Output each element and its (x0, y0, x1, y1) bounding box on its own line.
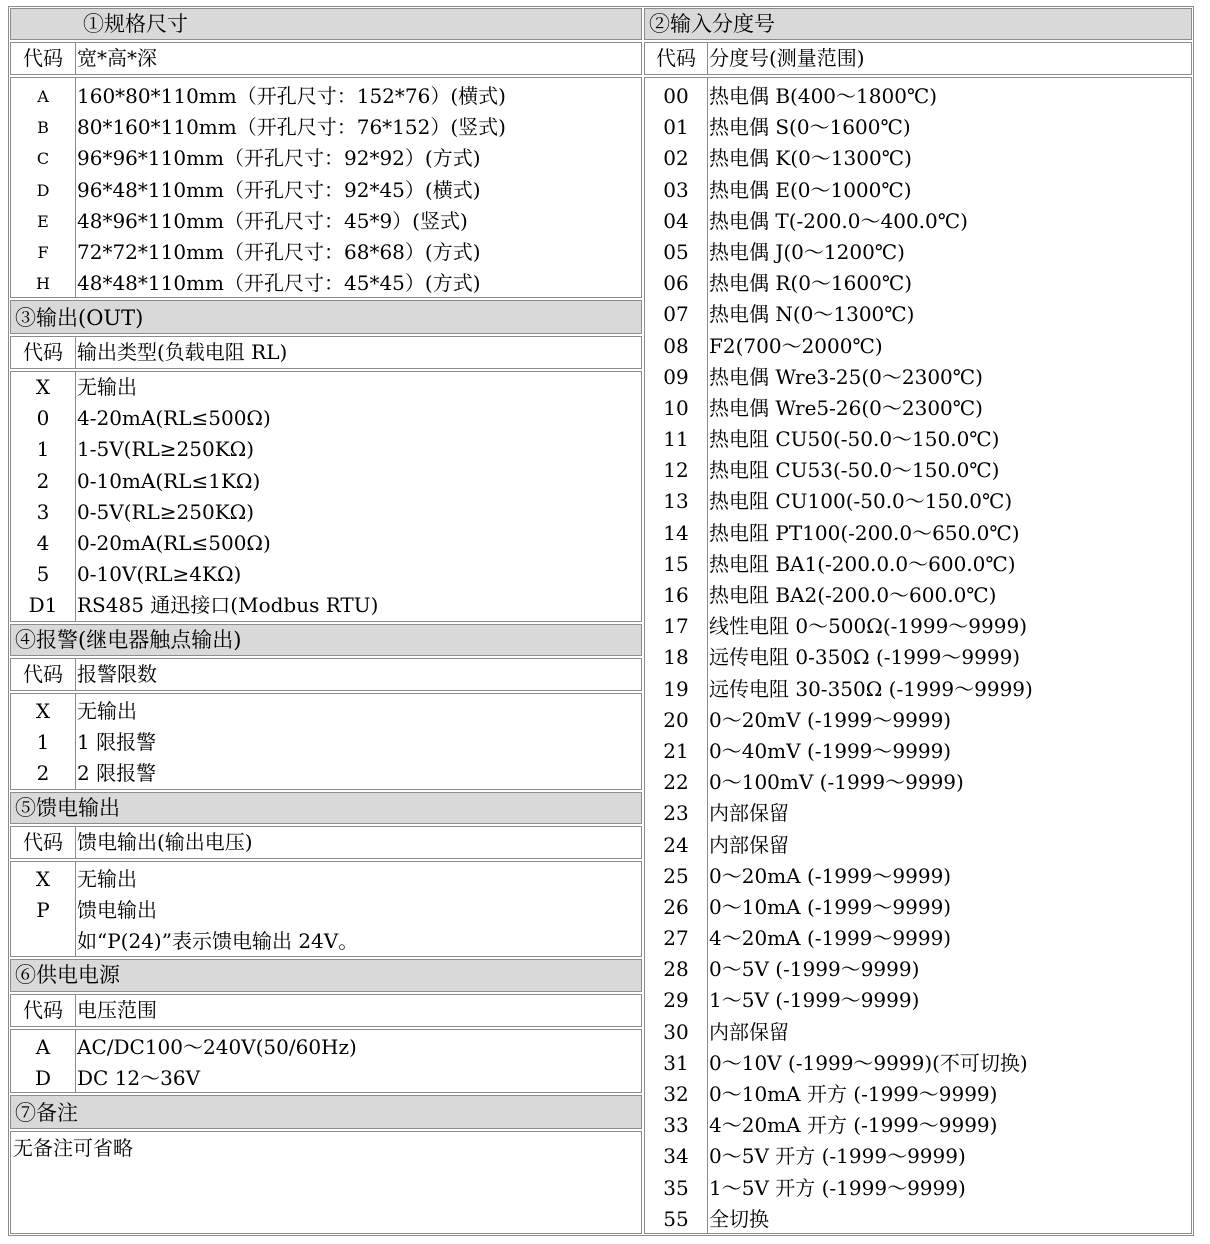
output-code: 2 (36, 468, 50, 493)
output-code: 0 (36, 406, 50, 431)
section-feed-colhead (10, 826, 642, 859)
input-desc: 热电偶 K(0～1300℃) (709, 146, 912, 171)
section-input-header (644, 8, 1192, 40)
section-feed-header (10, 792, 642, 824)
alarm-code: 1 (36, 730, 50, 755)
col-code-label: 代码 (23, 340, 63, 364)
col-code-label: 代码 (656, 46, 696, 70)
spec-code: F (37, 242, 49, 262)
col-desc-label: 分度号(测量范围) (709, 46, 865, 70)
power-desc: AC/DC100～240V(50/60Hz) (77, 1035, 357, 1059)
input-desc: 1～5V (-1999～9999) (709, 988, 920, 1013)
input-desc: 热电阻 CU53(-50.0～150.0℃) (709, 458, 1000, 483)
section-alarm-body (10, 693, 642, 790)
output-code: 3 (36, 499, 50, 524)
input-code: 09 (663, 364, 689, 389)
input-code: 21 (663, 738, 689, 763)
spec-code: E (37, 211, 49, 231)
section-feed-body (10, 861, 642, 957)
section-feed-title: ⑤馈电输出 (15, 796, 120, 820)
input-code: 32 (663, 1082, 689, 1106)
section-input-title: ②输入分度号 (649, 12, 775, 36)
input-code: 17 (663, 614, 689, 639)
input-desc: 热电偶 N(0～1300℃) (709, 302, 915, 327)
section-alarm-title: ④报警(继电器触点输出) (15, 628, 242, 652)
input-code: 28 (663, 957, 689, 982)
spec-desc: 96*48*110mm（开孔尺寸：92*45）(横式) (77, 177, 481, 202)
output-code: X (35, 375, 51, 399)
input-code: 20 (663, 707, 689, 732)
section-power-title: ⑥供电电源 (15, 963, 120, 987)
feed-code (11, 926, 75, 957)
col-desc-label: 报警限数 (77, 662, 157, 686)
input-desc: 热电阻 CU50(-50.0～150.0℃) (709, 427, 1000, 452)
input-code: 33 (663, 1113, 689, 1138)
spec-code: A (37, 87, 49, 106)
output-desc: 0-10V(RL≥4KΩ) (77, 562, 242, 587)
input-code: 04 (663, 208, 689, 233)
input-code: 35 (663, 1175, 689, 1200)
col-code-label: 代码 (23, 662, 63, 686)
input-desc: 0～100mV (-1999～9999) (709, 770, 964, 795)
input-desc: 全切换 (709, 1206, 769, 1231)
output-desc: 1-5V(RL≥250KΩ) (77, 437, 255, 462)
input-code: 22 (663, 770, 689, 795)
input-code: 25 (663, 863, 689, 888)
input-desc: 内部保留 (709, 1019, 789, 1044)
input-desc: 热电阻 BA1(-200.0.0～600.0℃) (709, 551, 1016, 576)
feed-code: P (36, 898, 50, 923)
input-desc: 0～10mA (-1999～9999) (709, 894, 952, 919)
input-desc: 热电偶 R(0～1600℃) (709, 271, 913, 296)
col-desc-label: 输出类型(负载电阻 RL) (77, 340, 288, 364)
input-code: 08 (663, 333, 689, 358)
col-desc-label: 电压范围 (77, 998, 157, 1022)
input-code: 05 (663, 239, 689, 264)
output-desc: 0-5V(RL≥250KΩ) (77, 499, 255, 524)
input-desc: 0～10mA 开方 (-1999～9999) (709, 1082, 998, 1106)
section-output-title: ③输出(OUT) (15, 306, 144, 330)
input-desc: F2(700～2000℃) (709, 333, 883, 358)
output-desc: 0-20mA(RL≤500Ω) (77, 530, 271, 555)
input-desc: 内部保留 (709, 801, 789, 826)
input-code: 26 (663, 894, 689, 919)
spec-desc: 48*96*110mm（开孔尺寸：45*9）(竖式) (77, 208, 468, 233)
input-code: 55 (663, 1206, 689, 1231)
input-desc: 热电偶 E(0～1000℃) (709, 177, 912, 202)
input-code: 02 (663, 146, 689, 171)
output-code: 5 (36, 562, 50, 587)
spec-desc: 72*72*110mm（开孔尺寸：68*68）(方式) (77, 239, 481, 264)
input-desc: 0～10V (-1999～9999)(不可切换) (709, 1050, 1028, 1075)
input-desc: 远传电阻 0-350Ω (-1999～9999) (709, 645, 1021, 670)
section-spec-body (10, 77, 642, 298)
section-alarm-colhead (10, 658, 642, 691)
input-desc: 0～20mA (-1999～9999) (709, 863, 952, 888)
input-code: 34 (663, 1144, 689, 1169)
output-desc: 无输出 (77, 375, 137, 399)
input-desc: 0～40mV (-1999～9999) (709, 738, 952, 763)
input-code: 00 (663, 84, 689, 108)
input-code: 10 (663, 395, 689, 420)
power-desc: DC 12～36V (77, 1066, 201, 1091)
power-code: D (34, 1066, 52, 1091)
feed-desc: 馈电输出 (77, 898, 157, 923)
input-desc: 0～5V 开方 (-1999～9999) (709, 1144, 966, 1169)
alarm-code: 2 (36, 761, 50, 786)
section-spec-title: ①规格尺寸 (83, 12, 188, 36)
section-input-colhead (644, 42, 1192, 75)
col-desc-label: 宽*高*深 (77, 46, 157, 70)
output-code: 4 (36, 530, 50, 555)
input-desc: 热电偶 J(0～1200℃) (709, 239, 905, 264)
input-desc: 线性电阻 0～500Ω(-1999～9999) (709, 614, 1027, 639)
note-text: 无备注可省略 (13, 1136, 133, 1160)
input-desc: 热电阻 PT100(-200.0～650.0℃) (709, 520, 1020, 545)
input-code: 16 (663, 583, 689, 607)
input-code: 14 (663, 520, 689, 545)
input-code: 15 (663, 551, 689, 576)
input-desc: 内部保留 (709, 832, 789, 857)
section-power-header (10, 959, 642, 992)
output-desc: 0-10mA(RL≤1KΩ) (77, 468, 261, 493)
input-code: 18 (663, 645, 689, 670)
feed-desc: 无输出 (77, 867, 137, 891)
input-code: 27 (663, 926, 689, 951)
output-desc: RS485 通迅接口(Modbus RTU) (77, 593, 379, 618)
section-power-body (10, 1029, 642, 1093)
input-desc: 0～20mV (-1999～9999) (709, 707, 952, 732)
col-code-label: 代码 (23, 830, 63, 854)
input-desc: 热电偶 Wre3-25(0～2300℃) (709, 364, 983, 389)
section-note-body (10, 1131, 642, 1234)
input-code: 23 (663, 801, 689, 826)
input-code: 19 (663, 676, 689, 701)
input-code: 06 (663, 271, 689, 296)
alarm-desc: 无输出 (77, 699, 137, 723)
input-desc: 热电阻 BA2(-200.0～600.0℃) (709, 583, 997, 607)
input-code: 31 (663, 1050, 689, 1075)
section-spec-header (10, 8, 642, 40)
spec-desc: 160*80*110mm（开孔尺寸：152*76）(横式) (77, 84, 506, 108)
spec-desc: 96*96*110mm（开孔尺寸：92*92）(方式) (77, 146, 481, 171)
section-alarm-header (10, 624, 642, 656)
section-output-body (10, 371, 642, 622)
spec-code: B (37, 118, 49, 138)
col-code-label: 代码 (23, 46, 63, 70)
section-power-colhead (10, 994, 642, 1027)
input-code: 29 (663, 988, 689, 1013)
section-input-body (644, 77, 1192, 1234)
output-code: D1 (28, 593, 58, 618)
spec-code: C (36, 149, 50, 169)
input-code: 30 (663, 1019, 689, 1044)
alarm-desc: 2 限报警 (77, 761, 157, 786)
input-desc: 热电偶 B(400～1800℃) (709, 84, 938, 108)
spec-code: H (36, 274, 50, 294)
spec-desc: 48*48*110mm（开孔尺寸：45*45）(方式) (77, 271, 481, 296)
input-desc: 1～5V 开方 (-1999～9999) (709, 1175, 966, 1200)
input-desc: 热电偶 T(-200.0～400.0℃) (709, 208, 968, 233)
input-code: 11 (663, 427, 689, 452)
col-desc-label: 馈电输出(输出电压) (77, 830, 253, 854)
section-output-colhead (10, 336, 642, 369)
input-desc: 4～20mA 开方 (-1999～9999) (709, 1113, 998, 1138)
input-desc: 热电阻 CU100(-50.0～150.0℃) (709, 489, 1013, 514)
input-desc: 4～20mA (-1999～9999) (709, 926, 952, 951)
input-desc: 热电偶 S(0～1600℃) (709, 115, 911, 140)
power-code: A (35, 1035, 51, 1059)
input-code: 12 (663, 458, 689, 483)
input-code: 01 (663, 115, 689, 140)
input-code: 03 (663, 177, 689, 202)
spec-code: D (36, 180, 50, 200)
section-note-header (10, 1095, 642, 1129)
input-desc: 远传电阻 30-350Ω (-1999～9999) (709, 676, 1033, 701)
input-desc: 0～5V (-1999～9999) (709, 957, 920, 982)
input-code: 24 (663, 832, 689, 857)
input-code: 13 (663, 489, 689, 514)
input-code: 07 (663, 302, 689, 327)
input-desc: 热电偶 Wre5-26(0～2300℃) (709, 395, 983, 420)
alarm-desc: 1 限报警 (77, 730, 157, 755)
feed-code: X (35, 867, 51, 891)
col-code-label: 代码 (23, 998, 63, 1022)
alarm-code: X (35, 699, 51, 723)
output-desc: 4-20mA(RL≤500Ω) (77, 406, 271, 431)
section-spec-colhead (10, 42, 642, 75)
feed-desc: 如“P(24)”表示馈电输出 24V。 (77, 929, 359, 954)
section-output-header (10, 300, 642, 334)
section-note-title: ⑦备注 (15, 1101, 78, 1125)
output-code: 1 (36, 437, 50, 462)
spec-desc: 80*160*110mm（开孔尺寸：76*152）(竖式) (77, 115, 506, 140)
